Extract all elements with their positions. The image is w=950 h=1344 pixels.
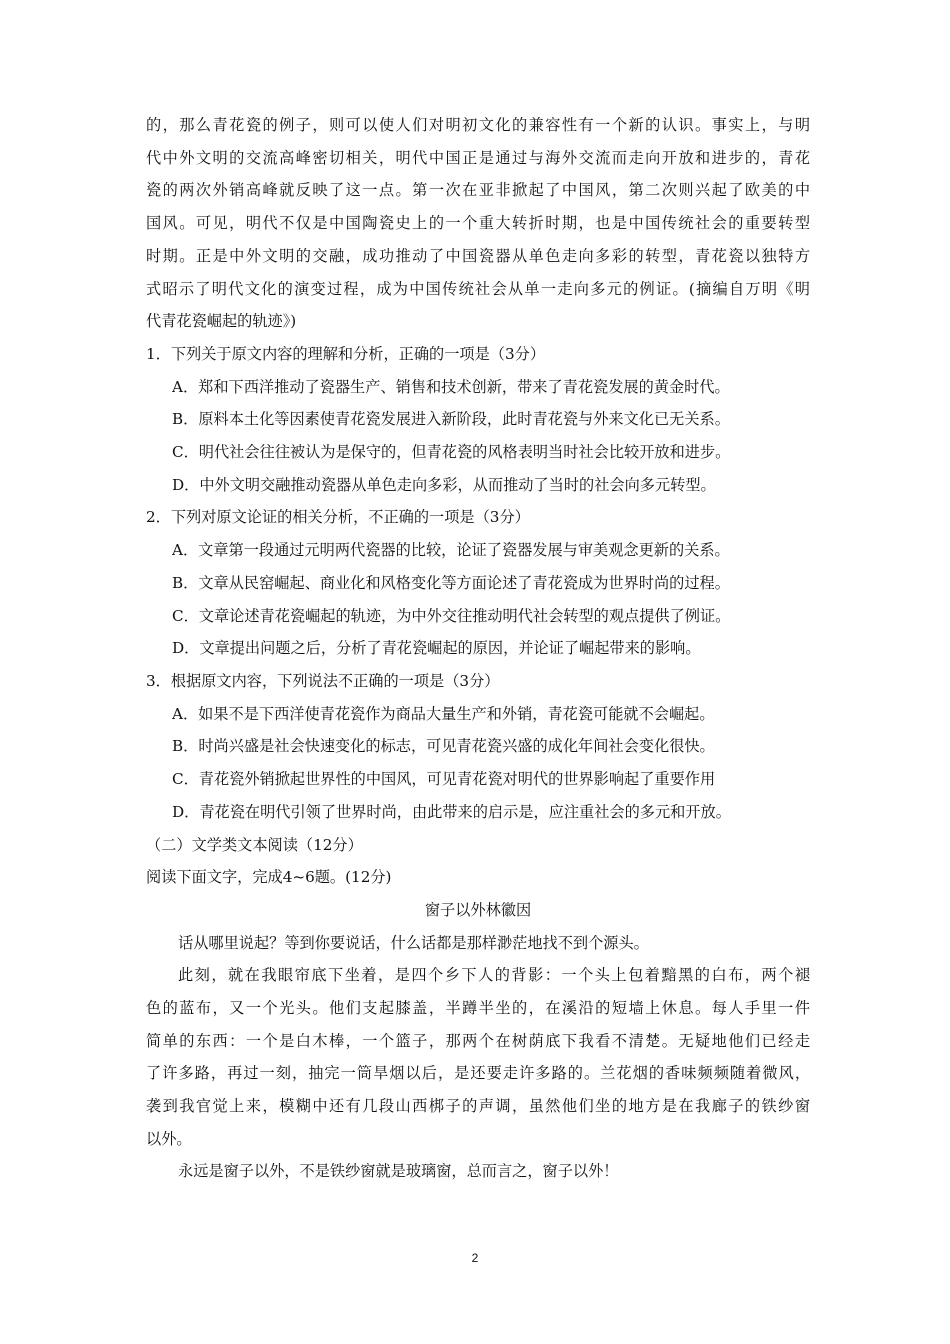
question-option: D．文章提出问题之后，分析了青花瓷崛起的原因，并论证了崛起带来的影响。 xyxy=(172,639,701,657)
passage-line: 国风。可见，明代不仅是中国陶瓷史上的一个重大转折时期，也是中国传统社会的重要转型 xyxy=(146,214,810,232)
passage-line: 代中外文明的交流高峰密切相关，明代中国正是通过与海外交流而走向开放和进步的，青花 xyxy=(146,149,810,167)
article-title: 窗子以外林徽因 xyxy=(424,901,532,919)
question-option: A．文章第一段通过元明两代瓷器的比较，论证了瓷器发展与审美观念更新的关系。 xyxy=(172,541,730,559)
page-number: 2 xyxy=(471,1251,479,1265)
question-option: B．文章从民窑崛起、商业化和风格变化等方面论述了青花瓷成为世界时尚的过程。 xyxy=(172,574,730,592)
question-option: C．明代社会往往被认为是保守的，但青花瓷的风格表明当时社会比较开放和进步。 xyxy=(172,443,731,461)
question-stem: 2．下列对原文论证的相关分析，不正确的一项是（3分） xyxy=(146,508,530,526)
question-option: A．郑和下西洋推动了瓷器生产、销售和技术创新，带来了青花瓷发展的黄金时代。 xyxy=(172,378,730,396)
question-option: D．青花瓷在明代引领了世界时尚，由此带来的启示是，应注重社会的多元和开放。 xyxy=(172,803,731,821)
question-stem: 3．根据原文内容，下列说法不正确的一项是（3分） xyxy=(146,672,500,690)
passage-line: 时期。正是中外文明的交融，成功推动了中国瓷器从单色走向多彩的转型，青花瓷以独特方 xyxy=(146,247,810,265)
question-option: D．中外文明交融推动瓷器从单色走向多彩，从而推动了当时的社会向多元转型。 xyxy=(172,476,716,494)
passage-line: 的，那么青花瓷的例子，则可以使人们对明初文化的兼容性有一个新的认识。事实上，与明 xyxy=(146,116,810,134)
passage-line: 瓷的两次外销高峰就反映了这一点。第一次在亚非掀起了中国风，第二次则兴起了欧美的中 xyxy=(146,181,810,199)
article-paragraph-line: 话从哪里说起？等到你要说话，什么话都是那样渺茫地找不到个源头。 xyxy=(178,934,649,952)
article-paragraph-line: 袭到我官觉上来，模糊中还有几段山西梆子的声调，虽然他们坐的地方是在我廊子的铁纱窗 xyxy=(146,1097,810,1115)
article-paragraph-line: 了许多路，再过一刻，抽完一筒旱烟以后，是还要走许多路的。兰花烟的香味频频随着微风， xyxy=(146,1064,810,1082)
article-paragraph-line: 永远是窗子以外，不是铁纱窗就是玻璃窗，总而言之，窗子以外！ xyxy=(178,1162,619,1180)
passage-line: 式昭示了明代文化的演变过程，成为中国传统社会从单一走向多元的例证。(摘编自万明《明 xyxy=(146,280,810,298)
question-option: A．如果不是下西洋使青花瓷作为商品大量生产和外销，青花瓷可能就不会崛起。 xyxy=(172,705,715,723)
article-paragraph-line: 以外。 xyxy=(146,1130,192,1148)
article-paragraph-line: 简单的东西：一个是白木棒，一个篮子，那两个在树荫底下我看不清楚。无疑地他们已经走 xyxy=(146,1032,810,1050)
question-option: C．文章论述青花瓷崛起的轨迹，为中外交往推动明代社会转型的观点提供了例证。 xyxy=(172,607,731,625)
article-paragraph-line: 色的蓝布，又一个光头。他们支起膝盖，半蹲半坐的，在溪沿的短墙上休息。每人手里一件 xyxy=(146,999,810,1017)
passage-line: 代青花瓷崛起的轨迹》) xyxy=(146,312,297,330)
question-option: B．时尚兴盛是社会快速变化的标志，可见青花瓷兴盛的成化年间社会变化很快。 xyxy=(172,737,715,755)
question-stem: 1．下列关于原文内容的理解和分析，正确的一项是（3分） xyxy=(146,345,546,363)
question-option: C．青花瓷外销掀起世界性的中国风，可见青花瓷对明代的世界影响起了重要作用 xyxy=(172,770,716,788)
section-title: （二）文学类文本阅读（12分） xyxy=(146,836,363,854)
article-paragraph-line: 此刻，就在我眼帘底下坐着，是四个乡下人的背影：一个头上包着黯黑的白布，两个褪 xyxy=(178,966,810,984)
question-option: B．原料本土化等因素使青花瓷发展进入新阶段，此时青花瓷与外来文化已无关系。 xyxy=(172,410,730,428)
instruction-text: 阅读下面文字，完成4~6题。(12分) xyxy=(146,868,392,886)
